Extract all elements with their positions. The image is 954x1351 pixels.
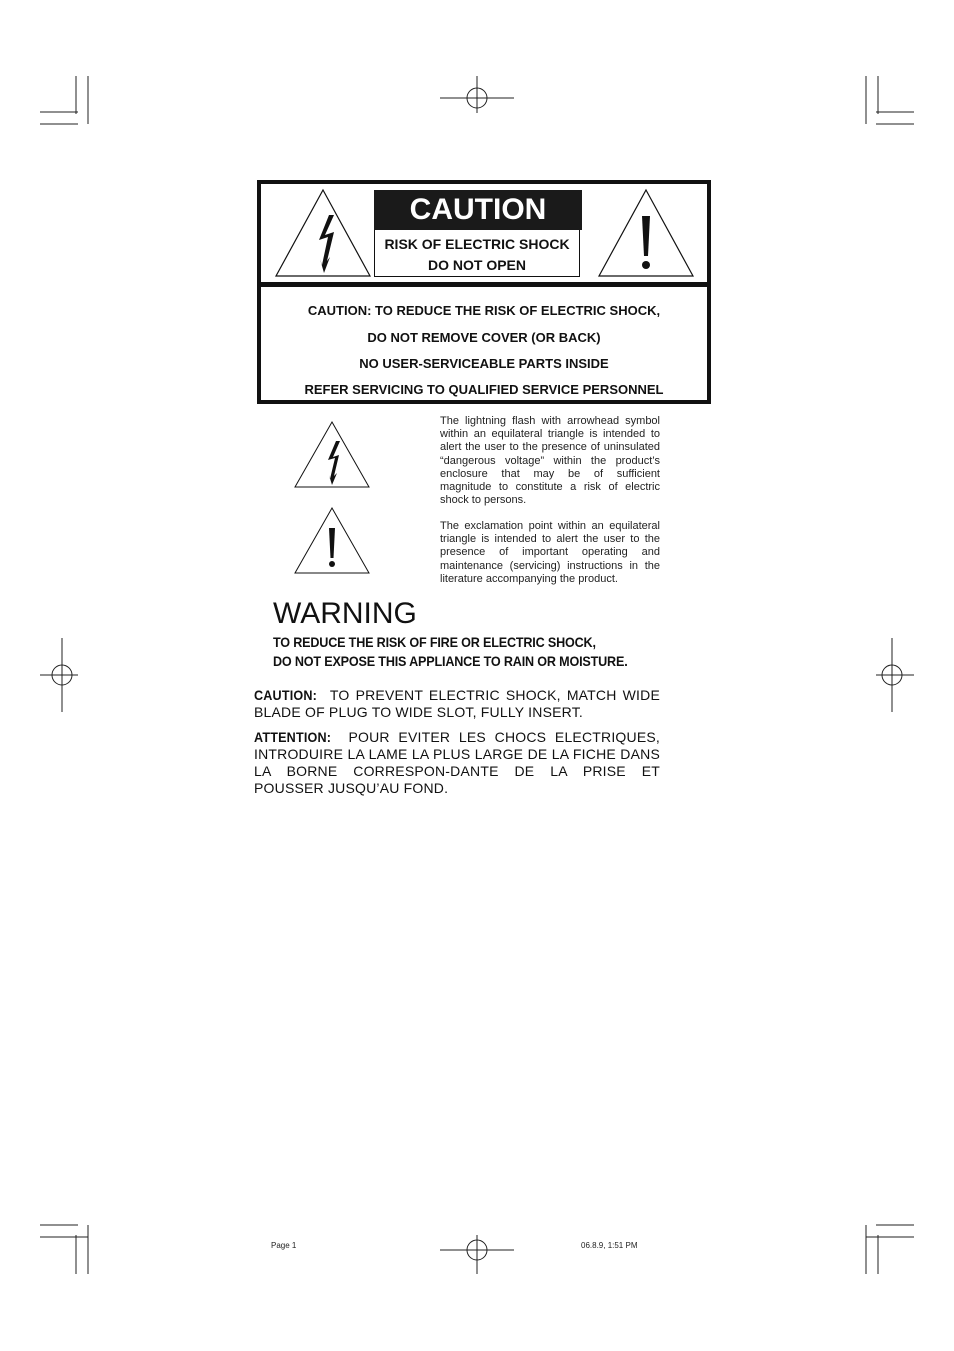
caution-label-box [257,180,711,404]
warning-line-2: DO NOT EXPOSE THIS APPLIANCE TO RAIN OR MOISTURE. [273,653,628,669]
exclamation-symbol-icon [293,506,371,576]
footer-page: Page 1 [271,1241,297,1250]
exclamation-explanation: The exclamation point within an equilateral triangle is intended to alert the user to the presence of important operating and maintenance (servicing) instructions in the literature accompanying the product. [440,520,660,585]
caution-header [261,184,707,282]
caution-line: REFER SERVICING TO QUALIFIED SERVICE PERSONNEL [304,382,664,397]
caution-subtitle-line1: RISK OF ELECTRIC SHOCK [384,236,570,252]
attention-paragraph [254,729,660,797]
caution-subtitle-line2: DO NOT OPEN [427,257,526,273]
lightning-warning-icon [273,186,373,278]
plug-caution-label: CAUTION: [254,687,318,703]
plug-caution-text: TO PREVENT ELECTRIC SHOCK, MATCH WIDE BLADE OF PLUG TO WIDE SLOT, FULLY INSERT. [254,687,660,720]
attention-label: ATTENTION: [254,729,332,745]
caution-line: NO USER-SERVICEABLE PARTS INSIDE [359,356,609,371]
lightning-explanation: The lightning flash with arrowhead symbol within an equilateral triangle is intended to alert the user to the presence of uninsulated “dangerous voltage” within the product’s enclosure that may be of sufficient magnitude to constitute a risk of electric shock to persons. [440,415,660,507]
caution-line: CAUTION: TO REDUCE THE RISK OF ELECTRIC SHOCK, [307,303,661,318]
attention-text: POUR EVITER LES CHOCS ELECTRIQUES, INTRODUIRE LA LAME LA PLUS LARGE DE LA FICHE DANS LA BORNE CORRESPON-DANTE DE LA PRISE ET POUSSER JUSQU’AU FOND. [254,729,660,796]
warning-title: WARNING [273,597,417,630]
lightning-symbol-icon [293,420,371,490]
caution-subtitle [374,230,580,277]
caution-title: CAUTION [374,190,582,230]
exclamation-warning-icon [596,186,696,278]
caution-divider [261,282,707,287]
caution-line: DO NOT REMOVE COVER (OR BACK) [367,330,601,345]
plug-caution-paragraph [254,687,660,721]
warning-line-1: TO REDUCE THE RISK OF FIRE OR ELECTRIC SHOCK, [273,634,596,650]
footer-timestamp: 06.8.9, 1:51 PM [581,1241,638,1250]
